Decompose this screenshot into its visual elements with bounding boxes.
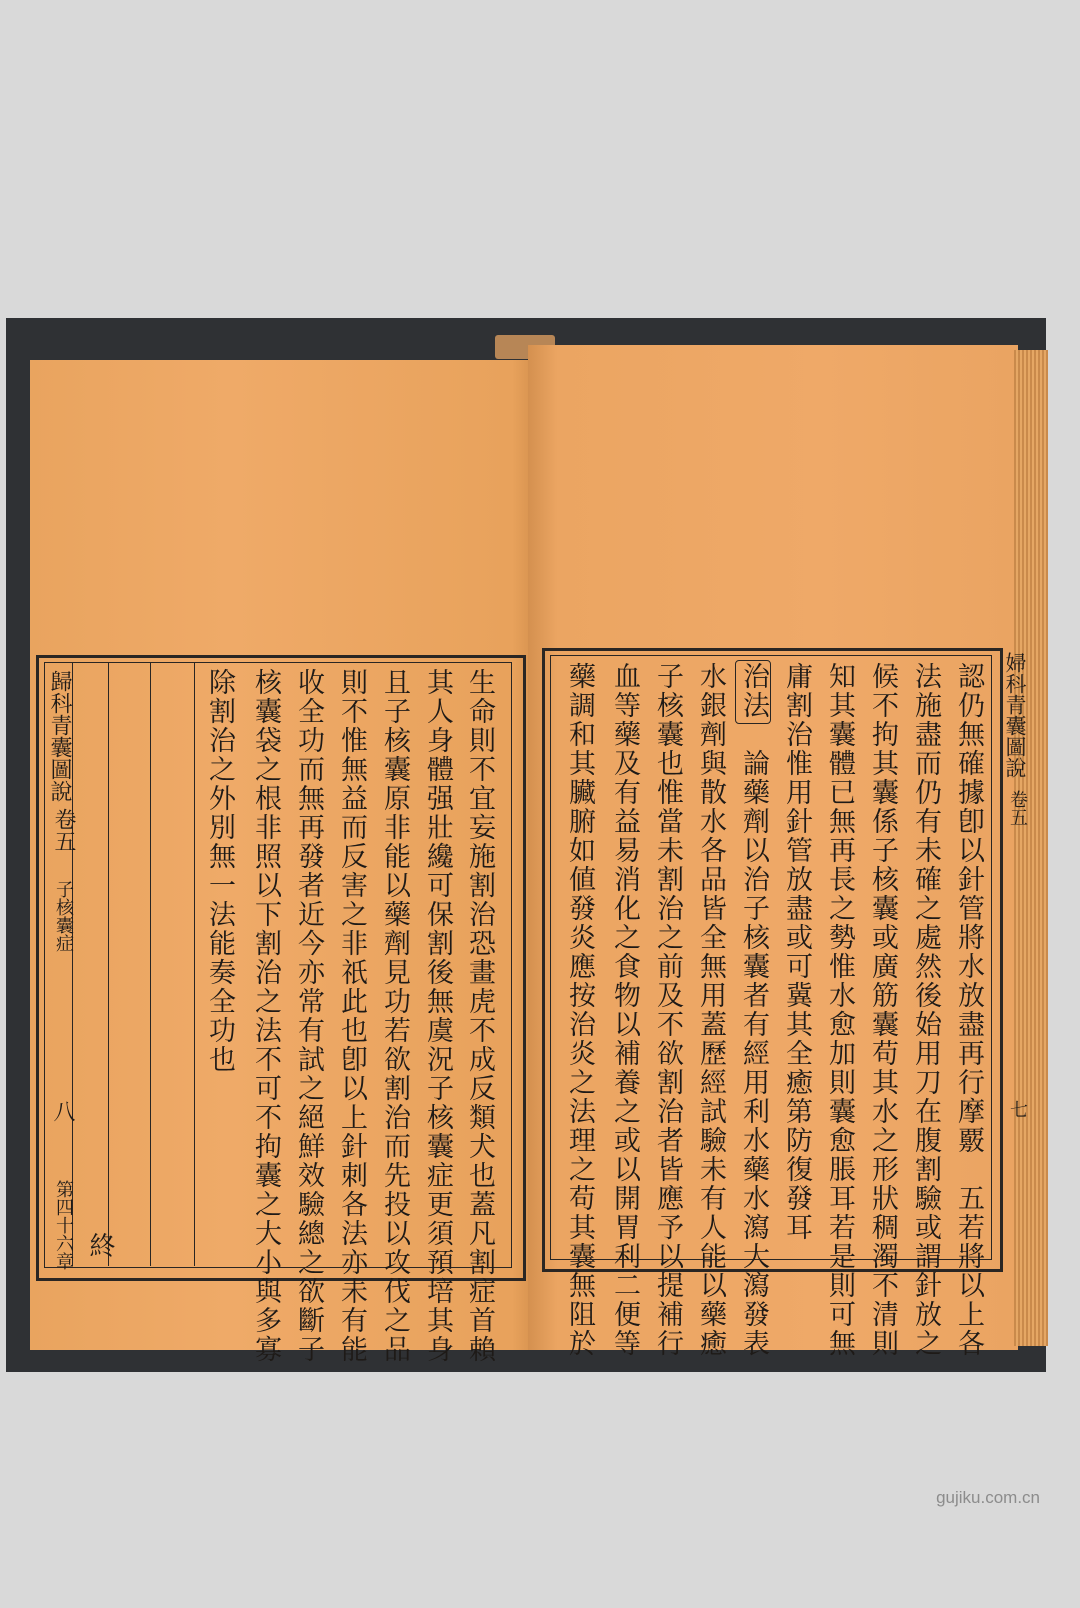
text-column: 庸割治惟用針管放盡或可冀其全癒第防復發耳 <box>781 662 812 1242</box>
text-column: 治法 論藥劑以治子核囊者有經用利水藥水瀉大瀉發表 <box>738 662 769 1358</box>
text-column: 子核囊也惟當未割治之前及不欲割治者皆應予以提補行 <box>652 662 683 1358</box>
text-column: 且子核囊原非能以藥劑見功若欲割治而先投以攻伐之品 <box>379 668 410 1364</box>
text-column: 收全功而無再發者近今亦常有試之絕鮮效驗總之欲斷子 <box>293 668 324 1364</box>
text-column: 生命則不宜妄施割治恐畫虎不成反類犬也蓋凡割症首賴 <box>464 668 495 1364</box>
text-column: 法施盡而仍有未確之處然後始用刀在腹割驗或謂針放之 <box>910 662 941 1358</box>
text-column: 水銀劑與散水各品皆全無用蓋歷經試驗未有人能以藥癒 <box>695 662 726 1358</box>
text-column: 知其囊體已無再長之勢惟水愈加則囊愈脹耳若是則可無 <box>824 662 855 1358</box>
left-volume: 卷五 <box>51 808 76 852</box>
text-column: 核囊袋之根非照以下割治之法不可不拘囊之大小與多寡 <box>250 668 281 1364</box>
right-margin-title: 婦科青囊圖說 <box>1003 652 1027 778</box>
end-mark: 終 <box>85 1232 115 1258</box>
text-column: 候不拘其囊係子核囊或廣筋囊苟其水之形狀稠濁不清則 <box>867 662 898 1358</box>
left-chapter: 第四十六章 <box>53 1180 74 1270</box>
right-volume: 卷五 <box>1007 790 1028 826</box>
left-page-number: 八 <box>50 1100 75 1122</box>
text-column: 藥調和其臟腑如値發炎應按治炎之法理之苟其囊無阻於 <box>564 662 595 1358</box>
watermark: gujiku.com.cn <box>936 1488 1040 1507</box>
text-column: 除割治之外別無一法能奏全功也 <box>204 668 235 1074</box>
page-stack-edge <box>1014 350 1048 1346</box>
text-column: 其人身體强壯纔可保割後無虞況子核囊症更須預培其身 <box>422 668 453 1364</box>
left-margin-title: 歸科青囊圖說 <box>47 670 72 802</box>
column-rule <box>194 662 195 1266</box>
text-column: 則不惟無益而反害之非祇此也卽以上針刺各法亦未有能 <box>336 668 367 1364</box>
right-page-number: 七 <box>1007 1100 1028 1118</box>
text-column: 血等藥及有益易消化之食物以補養之或以開胃利二便等 <box>609 662 640 1358</box>
column-rule <box>108 662 109 1266</box>
left-section: 子核囊症 <box>53 880 74 952</box>
text-column: 認仍無確據卽以針管將水放盡再行摩覈 五若將以上各 <box>953 662 984 1358</box>
column-rule <box>150 662 151 1266</box>
